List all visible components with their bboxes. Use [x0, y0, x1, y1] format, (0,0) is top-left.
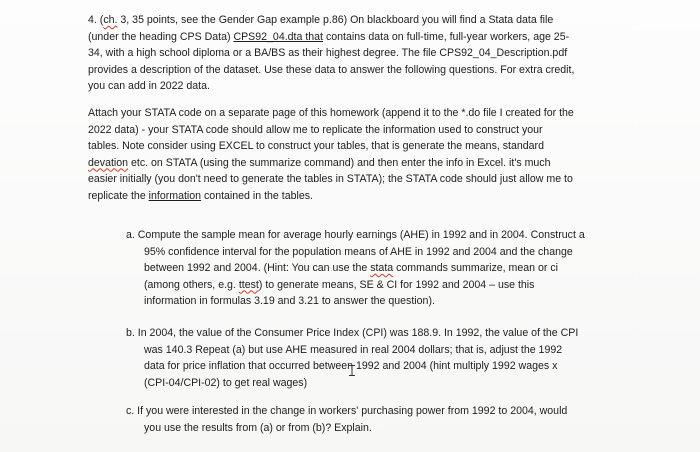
- intro-line-2: (under the heading CPS Data) CPS92_04.dta that contains data on full-time, full-year workers, age 25-: [88, 30, 570, 43]
- question-a-line-4: (among others, e.g. ttest) to generate means, SE & CI for 1992 and 2004 – use this: [144, 278, 535, 291]
- ttest-word: ttest: [238, 278, 259, 291]
- question-a-line-1: a. Compute the sample mean for average hourly earnings (AHE) in 1992 and in 2004. Construct a: [126, 229, 585, 241]
- question-a-line-2: 95% confidence interval for the population means of AHE in 1992 and 2004 and the change: [144, 245, 573, 258]
- attach-line-6: replicate the information contained in the tables.: [88, 189, 313, 202]
- ch-abbrev: ch.: [103, 14, 118, 26]
- text-cursor-icon: [348, 365, 356, 376]
- attach-line-1: Attach your STATA code on a separate page of this homework (append it to the *.do file I created for the: [88, 107, 574, 119]
- intro-line-1: 4. (ch. 3, 35 points, see the Gender Gap example p.86) On blackboard you will find a Stata data file: [88, 14, 554, 26]
- question-b-line-4: (CPI-04/CPI-02) to get real wages): [144, 376, 308, 389]
- question-a-line-3: between 1992 and 2004. (Hint: You can use the stata commands summarize, mean or ci: [144, 262, 558, 274]
- question-a-line-5: information in formulas 3.19 and 3.21 to answer the question).: [144, 295, 435, 307]
- devation-word: devation: [88, 156, 129, 169]
- attach-line-4: devation etc. on STATA (using the summarize command) and then enter the info in Excel. it's much: [88, 156, 551, 169]
- information-word: information: [148, 189, 202, 202]
- intro-line-5: you can add in 2022 data.: [88, 80, 210, 92]
- question-c-line-2: you use the results from (a) or from (b)? Explain.: [144, 421, 372, 434]
- question-b-line-2: was 140.3 Repeat (a) but use AHE measured in real 2004 dollars; that is, adjust the 1992: [144, 343, 563, 356]
- intro-line-3: 34, with a high school diploma or a BA/BS as their highest degree. The file CPS92_04_Description.pdf: [88, 47, 568, 59]
- stata-word: stata: [370, 262, 394, 274]
- question-c: [126, 403, 596, 436]
- question-b: [126, 325, 596, 391]
- question-a: [126, 227, 596, 310]
- attach-line-5: easier initially (you don't need to generate the tables in STATA); the STATA code should just allow me to: [88, 173, 573, 185]
- attach-paragraph: [88, 105, 588, 204]
- intro-paragraph: [88, 12, 608, 95]
- data-file-link[interactable]: CPS92_04.dta that: [233, 30, 323, 43]
- intro-line-4: provides a description of the dataset. Use these data to answer the following questions. For extra credit,: [88, 63, 575, 76]
- attach-line-2: 2022 data) - your STATA code should allow me to replicate the information used to construct your: [88, 123, 543, 136]
- question-b-line-1: b. In 2004, the value of the Consumer Price Index (CPI) was 188.9. In 1992, the value of the CPI: [126, 327, 579, 339]
- question-b-line-3: data for price inflation that occurred between 1992 and 2004 (hint multiply 1992 wages x: [144, 360, 558, 372]
- attach-line-3: tables. Note consider using EXCEL to construct your tables, that is generate the means, standard: [88, 140, 544, 152]
- question-c-line-1: c. If you were interested in the change in workers' purchasing power from 1992 to 2004, would: [126, 405, 568, 417]
